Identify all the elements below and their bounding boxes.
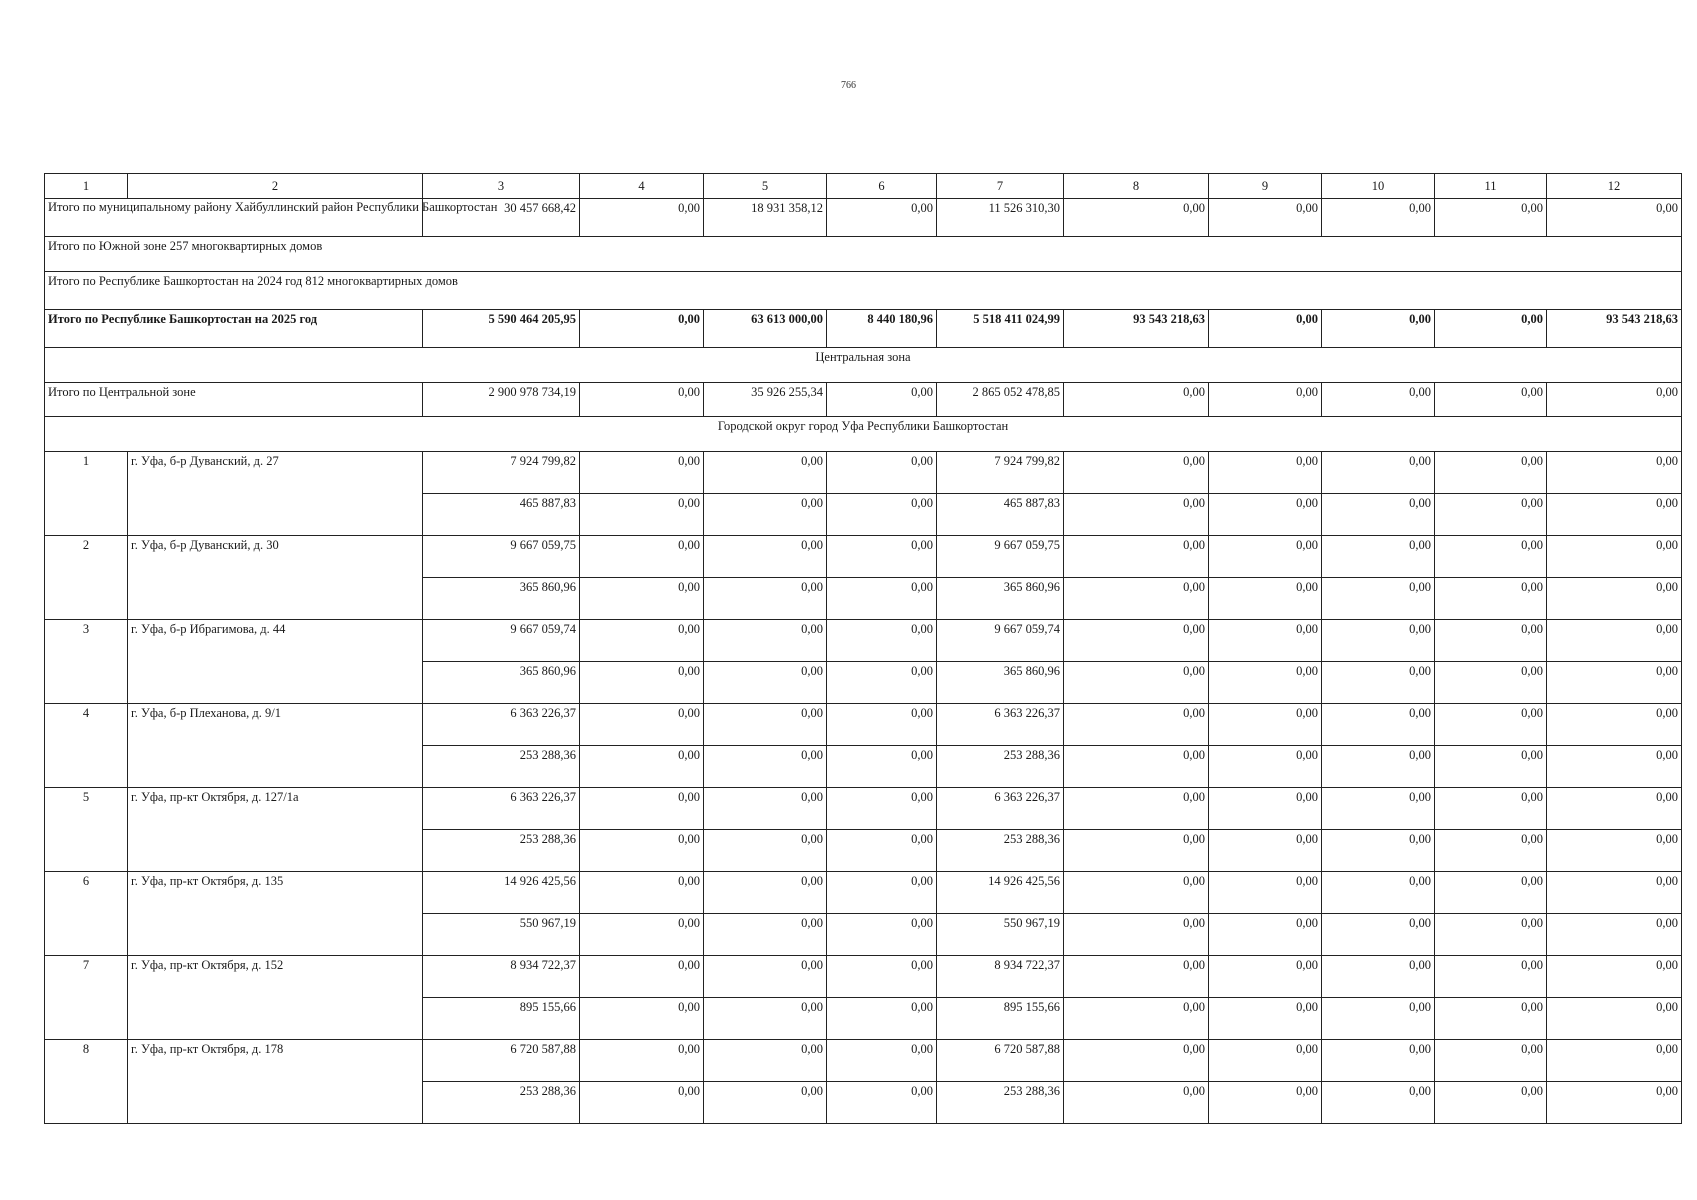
- value-cell: 0,00: [704, 914, 827, 956]
- value-cell: 365 860,96: [423, 578, 580, 620]
- table-row: [45, 872, 1682, 914]
- value-cell: 6 720 587,88: [423, 1040, 580, 1082]
- value-cell: 365 860,96: [937, 578, 1064, 620]
- value-cell: 0,00: [827, 788, 937, 830]
- value-cell: 0,00: [580, 788, 704, 830]
- value-cell: 6 363 226,37: [937, 788, 1064, 830]
- value-cell: 0,00: [580, 830, 704, 872]
- row-number: 4: [45, 704, 128, 788]
- value-cell: 0,00: [1209, 620, 1322, 662]
- value-cell: 0,00: [1209, 956, 1322, 998]
- value-cell: 0,00: [580, 383, 704, 417]
- value-cell: 0,00: [1209, 914, 1322, 956]
- value-cell: 0,00: [704, 704, 827, 746]
- value-cell: 0,00: [1435, 383, 1547, 417]
- row-label: Итого по муниципальному району Хайбуллинский район Республики Башкортостан: [45, 199, 423, 237]
- value-cell: 0,00: [1322, 620, 1435, 662]
- value-cell: 0,00: [580, 310, 704, 348]
- row-number: 6: [45, 872, 128, 956]
- zone-header-row: [45, 348, 1682, 383]
- value-cell: 0,00: [1435, 620, 1547, 662]
- value-cell: 0,00: [1064, 494, 1209, 536]
- value-cell: 0,00: [1209, 578, 1322, 620]
- address-cell: г. Уфа, б-р Дуванский, д. 27: [128, 452, 423, 536]
- value-cell: 0,00: [1064, 704, 1209, 746]
- value-cell: 0,00: [1064, 536, 1209, 578]
- district-title: Городской округ город Уфа Республики Башкортостан: [45, 417, 1682, 452]
- address-cell: г. Уфа, пр-кт Октября, д. 135: [128, 872, 423, 956]
- value-cell: 0,00: [1322, 746, 1435, 788]
- value-cell: 0,00: [1322, 872, 1435, 914]
- value-cell: 0,00: [580, 914, 704, 956]
- value-cell: 0,00: [1547, 746, 1682, 788]
- value-cell: 9 667 059,75: [937, 536, 1064, 578]
- value-cell: 0,00: [1547, 662, 1682, 704]
- value-cell: 0,00: [1322, 1082, 1435, 1124]
- value-cell: 0,00: [704, 452, 827, 494]
- value-cell: 0,00: [1064, 1040, 1209, 1082]
- table-row: [45, 956, 1682, 998]
- page-number: 766: [841, 80, 856, 91]
- value-cell: 63 613 000,00: [704, 310, 827, 348]
- address-cell: г. Уфа, пр-кт Октября, д. 127/1а: [128, 788, 423, 872]
- value-cell: 5 518 411 024,99: [937, 310, 1064, 348]
- column-header: 12: [1547, 174, 1682, 199]
- value-cell: 0,00: [1435, 310, 1547, 348]
- value-cell: 0,00: [704, 1082, 827, 1124]
- value-cell: 0,00: [827, 383, 937, 417]
- value-cell: 253 288,36: [423, 830, 580, 872]
- value-cell: 253 288,36: [423, 1082, 580, 1124]
- value-cell: 0,00: [1209, 199, 1322, 237]
- column-header: 6: [827, 174, 937, 199]
- row-number: 2: [45, 536, 128, 620]
- value-cell: 0,00: [1064, 199, 1209, 237]
- table-row: [45, 1040, 1682, 1082]
- value-cell: 0,00: [704, 998, 827, 1040]
- value-cell: 253 288,36: [937, 746, 1064, 788]
- address-cell: г. Уфа, пр-кт Октября, д. 152: [128, 956, 423, 1040]
- value-cell: 0,00: [580, 998, 704, 1040]
- value-cell: 465 887,83: [423, 494, 580, 536]
- value-cell: 0,00: [1209, 536, 1322, 578]
- value-cell: 0,00: [1209, 746, 1322, 788]
- row-label: Итого по Республике Башкортостан на 2024 год 812 многоквартирных домов: [45, 272, 1682, 310]
- zone-total-row: [45, 383, 1682, 417]
- value-cell: 0,00: [827, 956, 937, 998]
- value-cell: 0,00: [1435, 1082, 1547, 1124]
- value-cell: 0,00: [1064, 830, 1209, 872]
- value-cell: 0,00: [1435, 1040, 1547, 1082]
- value-cell: 0,00: [1209, 310, 1322, 348]
- value-cell: 0,00: [827, 578, 937, 620]
- value-cell: 0,00: [1435, 452, 1547, 494]
- column-header: 1: [45, 174, 128, 199]
- value-cell: 6 363 226,37: [423, 788, 580, 830]
- value-cell: 0,00: [1322, 199, 1435, 237]
- value-cell: 7 924 799,82: [937, 452, 1064, 494]
- column-header: 3: [423, 174, 580, 199]
- value-cell: 2 900 978 734,19: [423, 383, 580, 417]
- table-row: [45, 452, 1682, 494]
- value-cell: 0,00: [1209, 872, 1322, 914]
- address-cell: г. Уфа, б-р Дуванский, д. 30: [128, 536, 423, 620]
- row-label: Итого по Центральной зоне: [45, 383, 423, 417]
- value-cell: 0,00: [1547, 704, 1682, 746]
- value-cell: 0,00: [1064, 578, 1209, 620]
- value-cell: 6 720 587,88: [937, 1040, 1064, 1082]
- value-cell: 0,00: [1547, 998, 1682, 1040]
- value-cell: 0,00: [704, 620, 827, 662]
- value-cell: 895 155,66: [937, 998, 1064, 1040]
- value-cell: 895 155,66: [423, 998, 580, 1040]
- column-header: 4: [580, 174, 704, 199]
- value-cell: 8 934 722,37: [423, 956, 580, 998]
- value-cell: 30 457 668,42: [423, 199, 580, 237]
- column-header: 7: [937, 174, 1064, 199]
- value-cell: 6 363 226,37: [423, 704, 580, 746]
- value-cell: 0,00: [1547, 956, 1682, 998]
- value-cell: 0,00: [1547, 830, 1682, 872]
- value-cell: 0,00: [1064, 383, 1209, 417]
- value-cell: 0,00: [1322, 788, 1435, 830]
- value-cell: 0,00: [1064, 914, 1209, 956]
- value-cell: 365 860,96: [937, 662, 1064, 704]
- value-cell: 0,00: [1547, 578, 1682, 620]
- value-cell: 6 363 226,37: [937, 704, 1064, 746]
- value-cell: 0,00: [827, 452, 937, 494]
- column-header: 9: [1209, 174, 1322, 199]
- value-cell: 0,00: [1064, 452, 1209, 494]
- district-total-row: [45, 199, 1682, 237]
- value-cell: 0,00: [1064, 956, 1209, 998]
- value-cell: 18 931 358,12: [704, 199, 827, 237]
- value-cell: 0,00: [580, 1082, 704, 1124]
- value-cell: 0,00: [1322, 494, 1435, 536]
- value-cell: 0,00: [580, 746, 704, 788]
- value-cell: 0,00: [1209, 383, 1322, 417]
- value-cell: 0,00: [580, 662, 704, 704]
- value-cell: 0,00: [827, 1082, 937, 1124]
- value-cell: 0,00: [1064, 662, 1209, 704]
- value-cell: 0,00: [1435, 788, 1547, 830]
- value-cell: 0,00: [827, 620, 937, 662]
- value-cell: 0,00: [1435, 662, 1547, 704]
- value-cell: 93 543 218,63: [1547, 310, 1682, 348]
- value-cell: 0,00: [827, 914, 937, 956]
- table-body: [45, 174, 1682, 1124]
- value-cell: 0,00: [1435, 578, 1547, 620]
- value-cell: 0,00: [1322, 662, 1435, 704]
- value-cell: 253 288,36: [937, 1082, 1064, 1124]
- row-number: 3: [45, 620, 128, 704]
- value-cell: 14 926 425,56: [937, 872, 1064, 914]
- value-cell: 0,00: [827, 998, 937, 1040]
- value-cell: 0,00: [1209, 1082, 1322, 1124]
- value-cell: 253 288,36: [423, 746, 580, 788]
- value-cell: 0,00: [1322, 578, 1435, 620]
- value-cell: 0,00: [704, 872, 827, 914]
- row-label: Итого по Южной зоне 257 многоквартирных домов: [45, 237, 1682, 272]
- value-cell: 0,00: [1435, 494, 1547, 536]
- value-cell: 0,00: [1209, 704, 1322, 746]
- value-cell: 0,00: [1435, 914, 1547, 956]
- value-cell: 2 865 052 478,85: [937, 383, 1064, 417]
- row-number: 5: [45, 788, 128, 872]
- value-cell: 0,00: [1322, 536, 1435, 578]
- zone-title: Центральная зона: [45, 348, 1682, 383]
- address-cell: г. Уфа, пр-кт Октября, д. 178: [128, 1040, 423, 1124]
- value-cell: 0,00: [1547, 1082, 1682, 1124]
- value-cell: 0,00: [1547, 383, 1682, 417]
- value-cell: 0,00: [580, 620, 704, 662]
- value-cell: 14 926 425,56: [423, 872, 580, 914]
- value-cell: 0,00: [580, 494, 704, 536]
- table-row: [45, 704, 1682, 746]
- value-cell: 0,00: [1547, 788, 1682, 830]
- value-cell: 0,00: [580, 704, 704, 746]
- column-number-row: [45, 174, 1682, 199]
- value-cell: 0,00: [1209, 1040, 1322, 1082]
- value-cell: 7 924 799,82: [423, 452, 580, 494]
- value-cell: 9 667 059,74: [937, 620, 1064, 662]
- value-cell: 465 887,83: [937, 494, 1064, 536]
- value-cell: 0,00: [1209, 830, 1322, 872]
- value-cell: 0,00: [1435, 830, 1547, 872]
- value-cell: 9 667 059,74: [423, 620, 580, 662]
- value-cell: 35 926 255,34: [704, 383, 827, 417]
- column-header: 11: [1435, 174, 1547, 199]
- value-cell: 0,00: [1322, 956, 1435, 998]
- value-cell: 0,00: [1547, 914, 1682, 956]
- value-cell: 0,00: [580, 956, 704, 998]
- value-cell: 0,00: [827, 704, 937, 746]
- value-cell: 0,00: [1064, 1082, 1209, 1124]
- address-cell: г. Уфа, б-р Ибрагимова, д. 44: [128, 620, 423, 704]
- republic-2024-total-row: [45, 272, 1682, 310]
- value-cell: 0,00: [1322, 998, 1435, 1040]
- value-cell: 0,00: [827, 199, 937, 237]
- value-cell: 9 667 059,75: [423, 536, 580, 578]
- value-cell: 0,00: [1547, 620, 1682, 662]
- value-cell: 0,00: [1547, 452, 1682, 494]
- table-row: [45, 620, 1682, 662]
- value-cell: 0,00: [1209, 788, 1322, 830]
- value-cell: 0,00: [1064, 998, 1209, 1040]
- value-cell: 0,00: [580, 199, 704, 237]
- value-cell: 0,00: [704, 1040, 827, 1082]
- value-cell: 550 967,19: [937, 914, 1064, 956]
- value-cell: 0,00: [1435, 536, 1547, 578]
- value-cell: 0,00: [1064, 872, 1209, 914]
- column-header: 8: [1064, 174, 1209, 199]
- value-cell: 0,00: [704, 494, 827, 536]
- value-cell: 0,00: [1064, 788, 1209, 830]
- value-cell: 0,00: [1435, 704, 1547, 746]
- value-cell: 0,00: [1435, 998, 1547, 1040]
- value-cell: 253 288,36: [937, 830, 1064, 872]
- row-number: 1: [45, 452, 128, 536]
- republic-2025-total-row: [45, 310, 1682, 348]
- value-cell: 0,00: [1322, 383, 1435, 417]
- value-cell: 0,00: [704, 746, 827, 788]
- value-cell: 0,00: [827, 830, 937, 872]
- value-cell: 0,00: [580, 578, 704, 620]
- value-cell: 0,00: [1435, 199, 1547, 237]
- value-cell: 0,00: [1547, 872, 1682, 914]
- value-cell: 0,00: [1064, 620, 1209, 662]
- value-cell: 0,00: [1547, 1040, 1682, 1082]
- value-cell: 0,00: [1322, 914, 1435, 956]
- value-cell: 5 590 464 205,95: [423, 310, 580, 348]
- value-cell: 0,00: [1322, 830, 1435, 872]
- value-cell: 0,00: [580, 536, 704, 578]
- row-number: 7: [45, 956, 128, 1040]
- value-cell: 0,00: [1209, 494, 1322, 536]
- table-row: [45, 536, 1682, 578]
- value-cell: 0,00: [1209, 998, 1322, 1040]
- budget-table: [44, 173, 1682, 1124]
- table-row: [45, 788, 1682, 830]
- value-cell: 0,00: [827, 872, 937, 914]
- value-cell: 0,00: [827, 494, 937, 536]
- value-cell: 0,00: [1547, 199, 1682, 237]
- south-zone-total-row: [45, 237, 1682, 272]
- value-cell: 0,00: [1435, 872, 1547, 914]
- value-cell: 0,00: [1322, 1040, 1435, 1082]
- value-cell: 0,00: [580, 452, 704, 494]
- value-cell: 0,00: [580, 1040, 704, 1082]
- value-cell: 0,00: [1322, 310, 1435, 348]
- value-cell: 93 543 218,63: [1064, 310, 1209, 348]
- value-cell: 0,00: [1064, 746, 1209, 788]
- value-cell: 0,00: [1209, 662, 1322, 704]
- value-cell: 0,00: [827, 662, 937, 704]
- value-cell: 0,00: [827, 746, 937, 788]
- value-cell: 0,00: [1435, 956, 1547, 998]
- value-cell: 11 526 310,30: [937, 199, 1064, 237]
- value-cell: 0,00: [1435, 746, 1547, 788]
- value-cell: 0,00: [704, 536, 827, 578]
- address-cell: г. Уфа, б-р Плеханова, д. 9/1: [128, 704, 423, 788]
- value-cell: 0,00: [704, 830, 827, 872]
- value-cell: 0,00: [1322, 452, 1435, 494]
- district-header-row: [45, 417, 1682, 452]
- value-cell: 0,00: [704, 788, 827, 830]
- row-label: Итого по Республике Башкортостан на 2025 год: [45, 310, 423, 348]
- value-cell: 0,00: [1209, 452, 1322, 494]
- value-cell: 8 934 722,37: [937, 956, 1064, 998]
- value-cell: 0,00: [704, 956, 827, 998]
- value-cell: 0,00: [704, 662, 827, 704]
- value-cell: 0,00: [1547, 536, 1682, 578]
- value-cell: 0,00: [827, 1040, 937, 1082]
- column-header: 10: [1322, 174, 1435, 199]
- value-cell: 0,00: [704, 578, 827, 620]
- value-cell: 0,00: [1322, 704, 1435, 746]
- value-cell: 8 440 180,96: [827, 310, 937, 348]
- value-cell: 0,00: [827, 536, 937, 578]
- column-header: 2: [128, 174, 423, 199]
- value-cell: 0,00: [1547, 494, 1682, 536]
- value-cell: 0,00: [580, 872, 704, 914]
- column-header: 5: [704, 174, 827, 199]
- value-cell: 365 860,96: [423, 662, 580, 704]
- value-cell: 550 967,19: [423, 914, 580, 956]
- row-number: 8: [45, 1040, 128, 1124]
